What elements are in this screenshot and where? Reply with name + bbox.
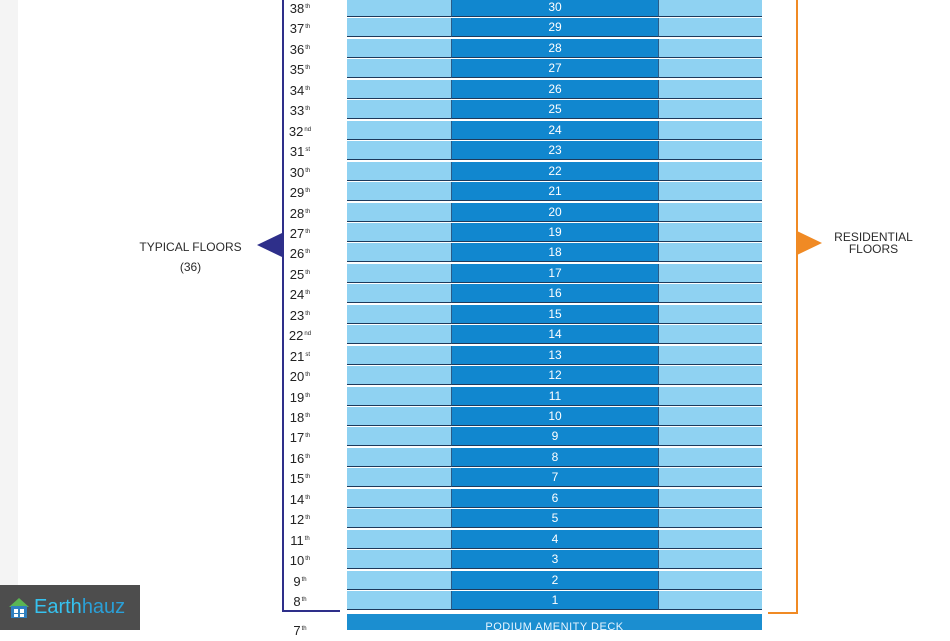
floor-label (282, 17, 318, 37)
floor-suffix: th (305, 392, 311, 399)
floor-row (347, 59, 762, 78)
floor-label (282, 508, 318, 528)
floor-number: 7 (293, 623, 301, 638)
typical-floors-arrow-icon (257, 233, 282, 257)
floor-label-podium (282, 619, 318, 639)
residential-floor-number: 8 (451, 448, 659, 467)
floor-number: 8 (293, 594, 301, 610)
floor-suffix: th (305, 85, 311, 92)
floor-number: 17 (289, 430, 305, 446)
unit-right (659, 121, 762, 140)
unit-left (347, 121, 451, 140)
floor-row (347, 468, 762, 487)
floor-row (347, 162, 762, 181)
unit-right (659, 550, 762, 569)
floor-label (282, 529, 318, 549)
floor-row (347, 489, 762, 508)
residential-floor-number: 20 (451, 203, 659, 222)
floor-label (282, 488, 318, 508)
unit-right (659, 59, 762, 78)
residential-floor-number: 30 (451, 0, 659, 17)
unit-right (659, 0, 762, 17)
residential-floor-number: 7 (451, 468, 659, 487)
unit-left (347, 100, 451, 119)
unit-right (659, 203, 762, 222)
floor-row (347, 346, 762, 365)
unit-right (659, 284, 762, 303)
floor-label (282, 345, 318, 365)
page-margin (0, 0, 18, 630)
unit-right (659, 530, 762, 549)
unit-left (347, 325, 451, 344)
floor-number: 29 (289, 185, 305, 201)
floor-suffix: th (305, 556, 311, 563)
typical-floors-label (128, 237, 253, 277)
floor-number: 11 (290, 532, 304, 548)
floor-suffix: th (305, 24, 311, 31)
floor-suffix: th (305, 44, 311, 51)
residential-floor-number: 5 (451, 509, 659, 528)
unit-left (347, 18, 451, 37)
floor-number: 19 (289, 389, 305, 405)
unit-right (659, 509, 762, 528)
unit-right (659, 489, 762, 508)
floor-label (282, 590, 318, 610)
floor-number: 23 (289, 307, 305, 323)
floor-row (347, 264, 762, 283)
residential-floor-number: 17 (451, 264, 659, 283)
residential-floor-number: 10 (451, 407, 659, 426)
unit-right (659, 182, 762, 201)
floor-suffix: th (304, 535, 310, 542)
unit-right (659, 427, 762, 446)
floor-suffix: th (305, 167, 311, 174)
floor-suffix: nd (304, 126, 312, 133)
unit-right (659, 223, 762, 242)
floor-row (347, 305, 762, 324)
floor-label (282, 447, 318, 467)
residential-floor-number: 23 (451, 141, 659, 160)
floor-label (282, 549, 318, 569)
floor-suffix: st (305, 351, 311, 358)
floor-number: 25 (289, 266, 305, 282)
residential-floor-number: 21 (451, 182, 659, 201)
floor-row (347, 366, 762, 385)
floor-number: 21 (289, 348, 305, 364)
floor-row (347, 182, 762, 201)
floor-label (282, 38, 318, 58)
unit-left (347, 387, 451, 406)
floor-label (282, 161, 318, 181)
floor-row (347, 550, 762, 569)
floor-number: 12 (289, 512, 305, 528)
floor-label (282, 283, 318, 303)
floor-suffix: th (305, 290, 311, 297)
floor-row (347, 427, 762, 446)
floor-suffix: th (305, 106, 311, 113)
floor-label (282, 140, 318, 160)
unit-left (347, 39, 451, 58)
unit-right (659, 305, 762, 324)
floor-suffix: th (305, 228, 311, 235)
unit-left (347, 203, 451, 222)
house-icon (8, 597, 30, 619)
floor-label (282, 120, 318, 140)
unit-left (347, 489, 451, 508)
watermark-hauz: hauz (81, 596, 126, 618)
floor-row (347, 203, 762, 222)
floor-number: 22 (288, 328, 304, 344)
floor-suffix: th (305, 65, 311, 72)
residential-floor-number: 16 (451, 284, 659, 303)
unit-right (659, 407, 762, 426)
floor-label (282, 386, 318, 406)
unit-left (347, 571, 451, 590)
unit-right (659, 243, 762, 262)
floor-number: 14 (289, 491, 305, 507)
floor-suffix: th (301, 626, 307, 632)
floor-suffix: th (305, 249, 311, 256)
residential-floor-number: 28 (451, 39, 659, 58)
unit-right (659, 325, 762, 344)
floor-label (282, 222, 318, 242)
typical-floors-count: (36) (179, 260, 202, 274)
podium-amenity-deck: PODIUM AMENITY DECK (347, 614, 762, 630)
floor-row (347, 571, 762, 590)
residential-floor-number: 13 (451, 346, 659, 365)
floor-row (347, 530, 762, 549)
floor-suffix: th (305, 269, 311, 276)
floor-number: 9 (293, 573, 301, 589)
unit-left (347, 346, 451, 365)
unit-left (347, 80, 451, 99)
floor-row (347, 141, 762, 160)
floor-row (347, 243, 762, 262)
residential-floors-line2: FLOORS (848, 242, 899, 256)
floor-suffix: th (305, 494, 311, 501)
residential-floor-number: 29 (451, 18, 659, 37)
unit-left (347, 530, 451, 549)
floor-suffix: th (305, 372, 311, 379)
residential-floors-arrow-icon (797, 231, 822, 255)
floor-suffix: th (305, 474, 311, 481)
unit-right (659, 571, 762, 590)
unit-right (659, 448, 762, 467)
unit-left (347, 448, 451, 467)
floor-row (347, 80, 762, 99)
residential-floor-number: 27 (451, 59, 659, 78)
floor-label (282, 304, 318, 324)
floor-number: 10 (289, 553, 305, 569)
watermark-text (34, 596, 125, 619)
residential-floor-number: 12 (451, 366, 659, 385)
floor-label (282, 324, 318, 344)
floor-label (282, 263, 318, 283)
unit-left (347, 243, 451, 262)
floor-row (347, 223, 762, 242)
floor-number: 16 (289, 450, 305, 466)
floor-suffix: st (305, 147, 311, 154)
floor-suffix: th (301, 576, 307, 583)
floor-number: 31 (289, 144, 305, 160)
floor-number: 30 (289, 164, 305, 180)
typical-floors-title: TYPICAL FLOORS (139, 240, 242, 254)
unit-left (347, 141, 451, 160)
earthhauz-watermark[interactable] (0, 585, 140, 630)
floor-suffix: th (305, 433, 311, 440)
unit-left (347, 0, 451, 17)
floor-label (282, 406, 318, 426)
unit-left (347, 59, 451, 78)
floor-label (282, 570, 318, 590)
floor-number: 38 (289, 1, 305, 16)
residential-floor-number: 4 (451, 530, 659, 549)
floor-row (347, 39, 762, 58)
floor-row (347, 0, 762, 17)
floor-number: 26 (289, 246, 305, 262)
residential-floors-bracket (768, 0, 798, 614)
unit-left (347, 305, 451, 324)
floor-label (282, 242, 318, 262)
floor-suffix: th (305, 4, 311, 10)
residential-floor-number: 18 (451, 243, 659, 262)
unit-right (659, 100, 762, 119)
floor-row (347, 100, 762, 119)
floor-suffix: th (305, 413, 311, 419)
floor-row (347, 121, 762, 140)
residential-floor-number: 19 (451, 223, 659, 242)
residential-floor-number: 14 (451, 325, 659, 344)
floor-suffix: th (301, 597, 307, 604)
unit-left (347, 223, 451, 242)
residential-floor-number: 15 (451, 305, 659, 324)
unit-left (347, 427, 451, 446)
unit-right (659, 141, 762, 160)
floor-number: 35 (289, 62, 305, 78)
residential-floor-number: 24 (451, 121, 659, 140)
unit-right (659, 366, 762, 385)
residential-floor-number: 9 (451, 427, 659, 446)
unit-right (659, 264, 762, 283)
unit-left (347, 407, 451, 426)
unit-left (347, 509, 451, 528)
floor-suffix: th (305, 453, 311, 460)
unit-right (659, 162, 762, 181)
residential-floor-number: 2 (451, 571, 659, 590)
floor-row (347, 591, 762, 610)
floor-number: 20 (289, 369, 305, 385)
residential-floors-label (826, 231, 921, 255)
floor-row (347, 325, 762, 344)
unit-right (659, 39, 762, 58)
residential-floor-number: 1 (451, 591, 659, 610)
floor-row (347, 387, 762, 406)
floor-row (347, 284, 762, 303)
floor-label (282, 0, 318, 17)
floor-suffix: nd (304, 331, 312, 338)
floor-number: 15 (289, 471, 305, 487)
floor-label (282, 181, 318, 201)
unit-right (659, 468, 762, 487)
unit-left (347, 264, 451, 283)
floor-suffix: th (305, 208, 311, 215)
unit-left (347, 182, 451, 201)
residential-floor-number: 11 (451, 387, 659, 406)
unit-left (347, 366, 451, 385)
floor-label (282, 426, 318, 446)
floor-number: 36 (289, 41, 305, 57)
floor-suffix: th (305, 188, 311, 195)
floor-label (282, 467, 318, 487)
floor-label (282, 365, 318, 385)
floor-suffix: th (305, 310, 311, 317)
unit-right (659, 591, 762, 610)
residential-floors-line1: RESIDENTIAL (834, 230, 913, 244)
floor-label (282, 58, 318, 78)
unit-right (659, 346, 762, 365)
unit-left (347, 468, 451, 487)
watermark-earth: Earth (34, 596, 82, 618)
unit-left (347, 550, 451, 569)
floor-row (347, 407, 762, 426)
unit-left (347, 162, 451, 181)
unit-left (347, 284, 451, 303)
unit-right (659, 387, 762, 406)
unit-right (659, 80, 762, 99)
floor-number: 37 (289, 21, 305, 37)
floor-number: 32 (288, 123, 304, 139)
floor-number: 24 (289, 287, 305, 303)
floor-suffix: th (305, 515, 311, 522)
floor-number: 34 (289, 82, 305, 98)
floor-number: 18 (289, 410, 305, 425)
floor-row (347, 448, 762, 467)
residential-floor-number: 26 (451, 80, 659, 99)
floor-label (282, 79, 318, 99)
floor-row (347, 18, 762, 37)
floor-number: 33 (289, 103, 305, 119)
floor-number: 27 (289, 225, 305, 241)
residential-floor-number: 3 (451, 550, 659, 569)
floor-row (347, 509, 762, 528)
unit-left (347, 591, 451, 610)
unit-right (659, 18, 762, 37)
residential-floor-number: 6 (451, 489, 659, 508)
floor-label (282, 202, 318, 222)
residential-floor-number: 25 (451, 100, 659, 119)
floor-number: 28 (289, 205, 305, 221)
residential-floor-number: 22 (451, 162, 659, 181)
floor-label (282, 99, 318, 119)
